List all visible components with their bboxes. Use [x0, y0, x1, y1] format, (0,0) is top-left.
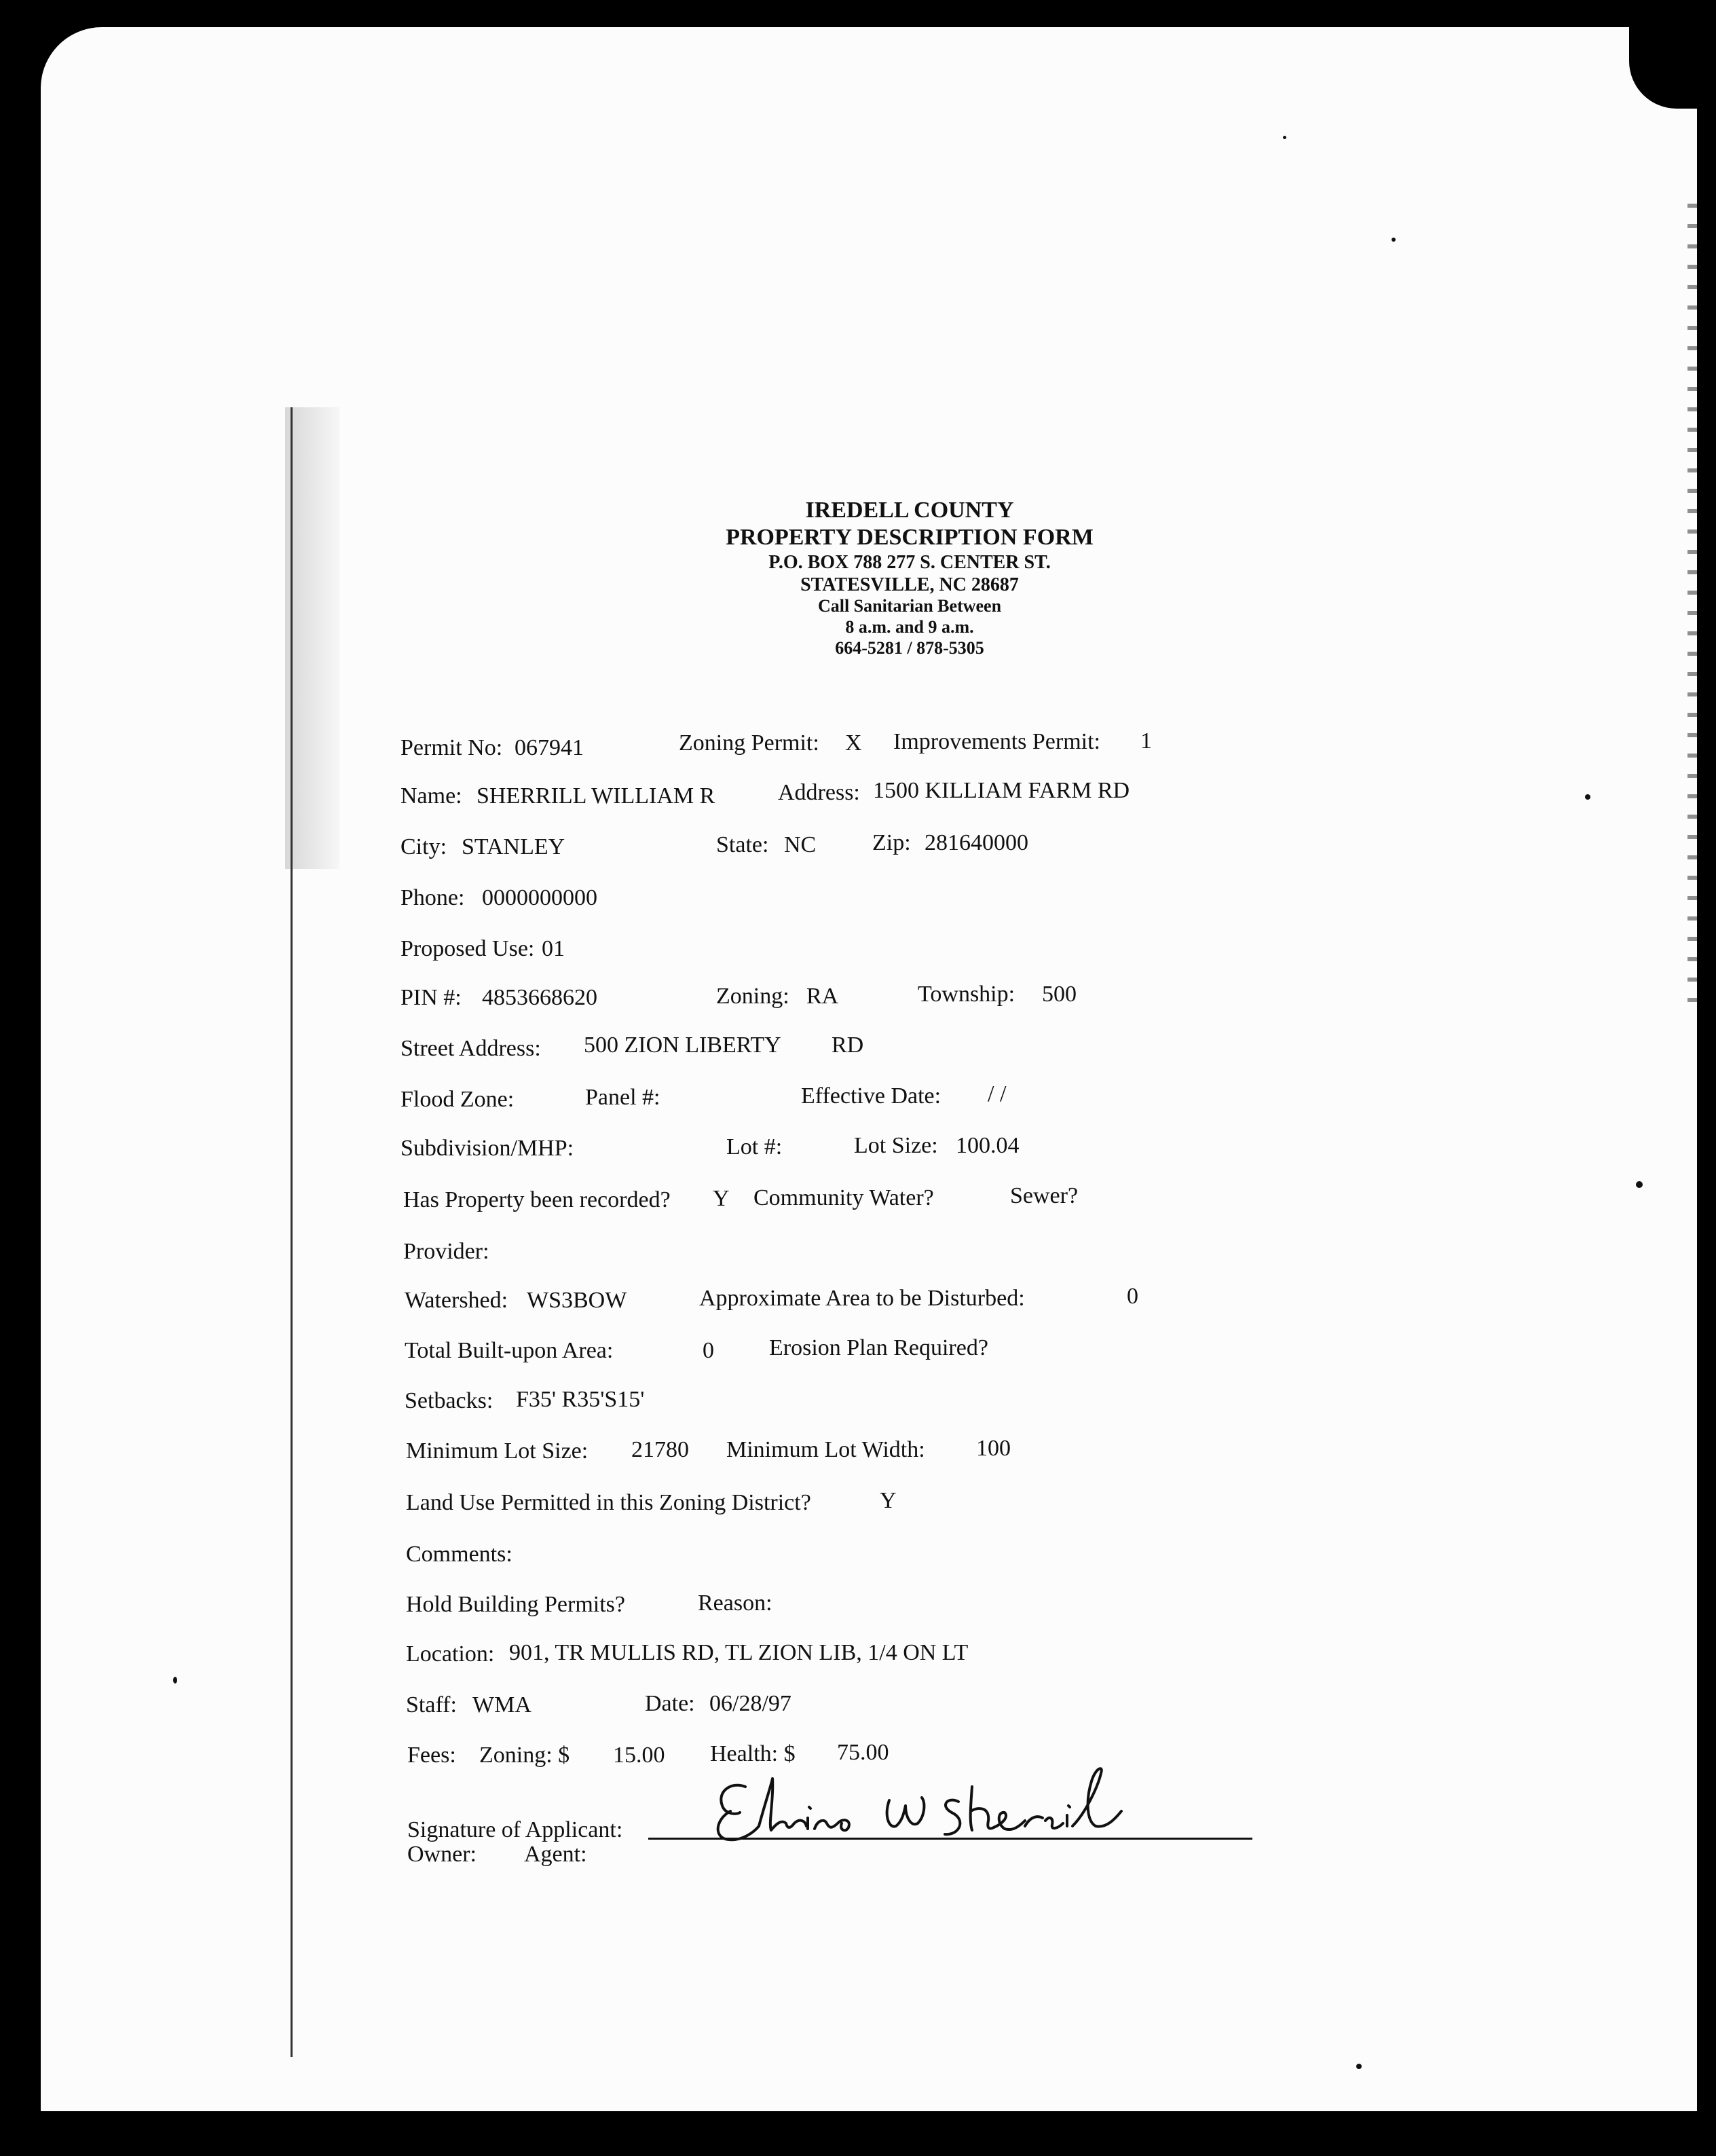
agent-label: Agent:	[524, 1842, 587, 1867]
street-address-value: 500 ZION LIBERTY	[584, 1033, 781, 1058]
setbacks-label: Setbacks:	[405, 1388, 493, 1413]
permit-no-value: 067941	[515, 735, 584, 760]
watershed-value: WS3BOW	[527, 1288, 627, 1313]
binding-line	[291, 407, 293, 2057]
setbacks-value: F35' R35'S15'	[516, 1387, 645, 1412]
call-instructions: Call Sanitarian Between	[817, 596, 1002, 616]
comments-label: Comments:	[406, 1542, 512, 1567]
built-upon-label: Total Built-upon Area:	[405, 1338, 614, 1363]
pin-value: 4853668620	[482, 985, 597, 1010]
zoning-label: Zoning:	[716, 984, 789, 1009]
owner-label: Owner:	[407, 1842, 477, 1867]
scan-speck	[1636, 1181, 1643, 1188]
scan-speck	[1356, 2064, 1362, 2069]
improvements-permit-value: 1	[1140, 728, 1152, 754]
effective-date-label: Effective Date:	[801, 1083, 941, 1109]
panel-label: Panel #:	[585, 1085, 660, 1110]
street-suffix: RD	[832, 1033, 864, 1058]
office-address: P.O. BOX 788 277 S. CENTER ST.	[768, 552, 1051, 574]
zoning-permit-value: X	[845, 730, 862, 756]
recorded-value: Y	[713, 1186, 730, 1211]
recorded-label: Has Property been recorded?	[403, 1187, 671, 1212]
land-use-label: Land Use Permitted in this Zoning District?	[406, 1490, 811, 1515]
area-disturbed-value: 0	[1127, 1284, 1138, 1309]
applicant-signature	[706, 1758, 1140, 1853]
staff-label: Staff:	[406, 1692, 457, 1717]
township-label: Township:	[918, 982, 1015, 1007]
min-lot-width-value: 100	[976, 1436, 1011, 1461]
reason-label: Reason:	[698, 1591, 772, 1616]
office-city: STATESVILLE, NC 28687	[800, 574, 1019, 596]
min-lot-size-label: Minimum Lot Size:	[406, 1438, 589, 1464]
hold-permits-label: Hold Building Permits?	[406, 1592, 625, 1617]
zip-label: Zip:	[872, 830, 911, 855]
scan-edge-noise	[1687, 204, 1697, 1018]
permit-no-label: Permit No:	[400, 735, 503, 760]
min-lot-width-label: Minimum Lot Width:	[726, 1437, 925, 1462]
form-title: PROPERTY DESCRIPTION FORM	[726, 525, 1094, 551]
city-value: STANLEY	[462, 834, 565, 859]
county-name: IREDELL COUNTY	[805, 498, 1014, 523]
proposed-use-value: 01	[542, 936, 565, 961]
phone-value: 0000000000	[482, 885, 597, 910]
lot-size-label: Lot Size:	[854, 1133, 938, 1158]
zoning-permit-label: Zoning Permit:	[679, 730, 819, 756]
lot-size-value: 100.04	[956, 1133, 1020, 1158]
zoning-fee-label: Zoning: $	[479, 1743, 570, 1768]
effective-date-value: / /	[988, 1081, 1007, 1107]
city-label: City:	[400, 834, 447, 859]
scan-border	[0, 2111, 1716, 2156]
location-value: 901, TR MULLIS RD, TL ZION LIB, 1/4 ON LT	[509, 1640, 969, 1665]
scan-speck	[1392, 238, 1396, 242]
proposed-use-label: Proposed Use:	[400, 936, 535, 961]
date-value: 06/28/97	[709, 1691, 791, 1716]
community-water-label: Community Water?	[753, 1185, 934, 1210]
area-disturbed-label: Approximate Area to be Disturbed:	[699, 1286, 1025, 1311]
scan-speck	[173, 1677, 177, 1684]
provider-label: Provider:	[403, 1239, 489, 1264]
zoning-fee-value: 15.00	[613, 1743, 665, 1768]
staff-value: WMA	[472, 1692, 531, 1717]
sewer-label: Sewer?	[1010, 1183, 1079, 1208]
name-value: SHERRILL WILLIAM R	[477, 783, 715, 809]
zoning-value: RA	[806, 984, 839, 1009]
address-value: 1500 KILLIAM FARM RD	[873, 778, 1130, 803]
scan-speck	[1283, 136, 1286, 139]
name-label: Name:	[400, 783, 462, 809]
phone-label: Phone:	[400, 885, 465, 910]
address-label: Address:	[778, 780, 860, 805]
min-lot-size-value: 21780	[631, 1437, 689, 1462]
fees-label: Fees:	[407, 1743, 456, 1768]
call-hours: 8 a.m. and 9 a.m.	[845, 616, 974, 637]
health-fee-label: Health: $	[710, 1741, 796, 1766]
built-upon-value: 0	[703, 1338, 714, 1363]
state-label: State:	[716, 832, 769, 857]
scan-smudge	[285, 407, 339, 869]
flood-zone-label: Flood Zone:	[400, 1087, 515, 1112]
pin-label: PIN #:	[400, 985, 462, 1010]
office-phones: 664-5281 / 878-5305	[835, 637, 984, 658]
scan-speck	[1585, 794, 1590, 800]
form-header	[679, 497, 1140, 658]
state-value: NC	[784, 832, 817, 857]
zip-value: 281640000	[925, 830, 1028, 855]
erosion-label: Erosion Plan Required?	[769, 1335, 988, 1360]
health-fee-value: 75.00	[837, 1740, 889, 1765]
street-address-label: Street Address:	[400, 1036, 541, 1061]
signature-label: Signature of Applicant:	[407, 1817, 623, 1842]
watershed-label: Watershed:	[405, 1288, 508, 1313]
lot-no-label: Lot #:	[726, 1134, 783, 1159]
township-value: 500	[1042, 982, 1077, 1007]
land-use-value: Y	[880, 1488, 897, 1513]
location-label: Location:	[406, 1641, 495, 1667]
date-label: Date:	[645, 1691, 695, 1716]
improvements-permit-label: Improvements Permit:	[893, 729, 1101, 754]
subdivision-label: Subdivision/MHP:	[400, 1136, 574, 1161]
